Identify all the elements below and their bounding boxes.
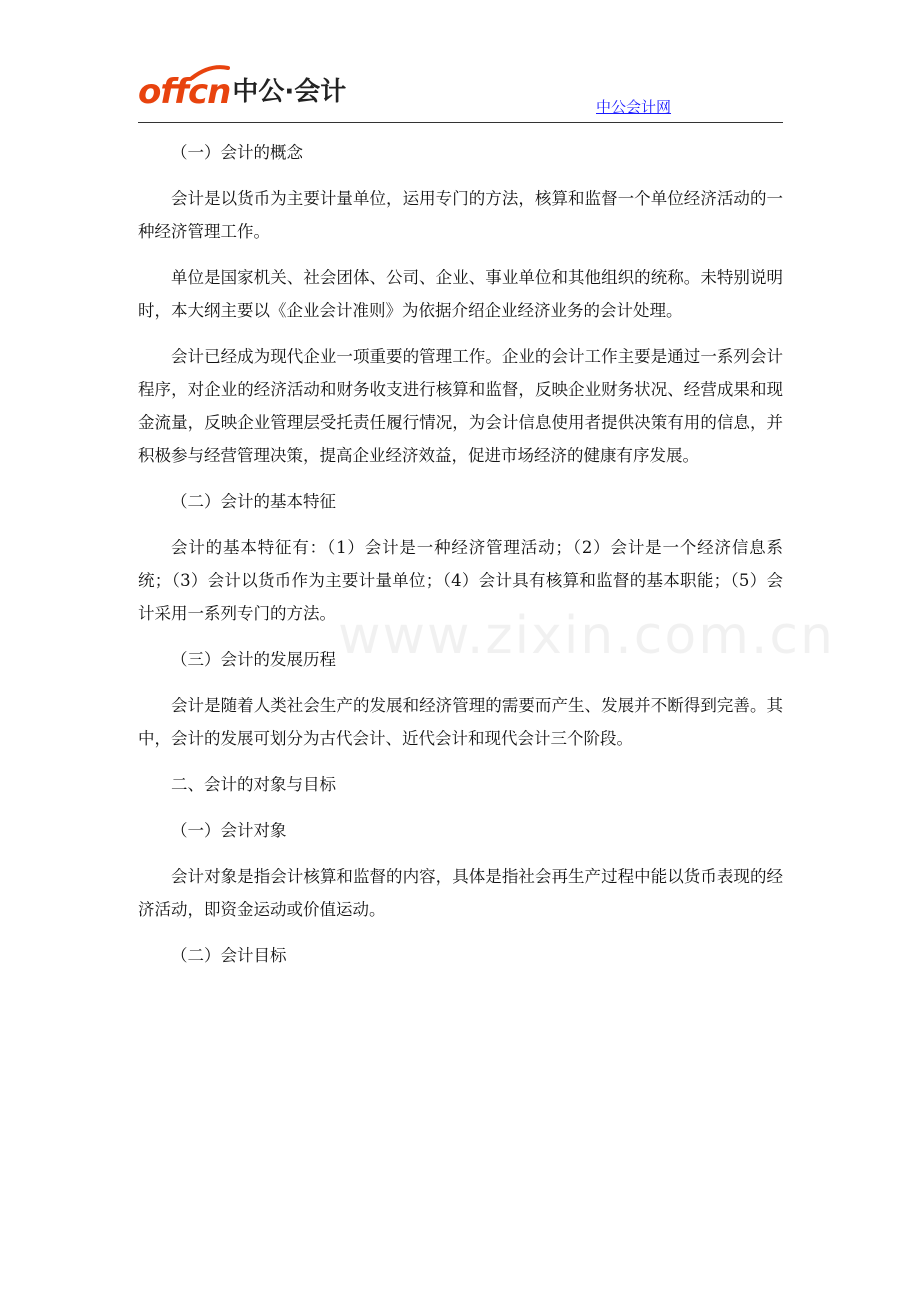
paragraph: 会计是以货币为主要计量单位，运用专门的方法，核算和监督一个单位经济活动的一种经济管理工作。 bbox=[138, 189, 783, 241]
watermark: www.zixin.com.cn bbox=[338, 606, 835, 666]
logo-text-en: offcn bbox=[138, 72, 231, 112]
header-divider bbox=[138, 122, 783, 123]
heading-concept: （一）会计的概念 bbox=[171, 143, 303, 162]
logo-text-cn: 中公·会计 bbox=[232, 77, 347, 107]
heading-features: （二）会计的基本特征 bbox=[171, 492, 336, 511]
paragraph: 会计对象是指会计核算和监督的内容，具体是指社会再生产过程中能以货币表现的经济活动，即资金运动或价值运动。 bbox=[138, 867, 783, 919]
site-link[interactable]: 中公会计网 bbox=[596, 98, 672, 116]
heading-history: （三）会计的发展历程 bbox=[171, 650, 336, 669]
document-body bbox=[138, 136, 783, 985]
heading-section-2: 二、会计的对象与目标 bbox=[171, 775, 336, 794]
paragraph: 会计的基本特征有：（1）会计是一种经济管理活动；（2）会计是一个经济信息系统；（3）会计以货币作为主要计量单位；（4）会计具有核算和监督的基本职能；（5）会计采用一系列专门的方法。 bbox=[138, 538, 783, 623]
offcn-logo bbox=[138, 68, 346, 112]
page-header bbox=[138, 62, 783, 124]
paragraph: 会计是随着人类社会生产的发展和经济管理的需要而产生、发展并不断得到完善。其中，会计的发展可划分为古代会计、近代会计和现代会计三个阶段。 bbox=[138, 696, 783, 748]
heading-object: （一）会计对象 bbox=[171, 821, 287, 840]
paragraph: 单位是国家机关、社会团体、公司、企业、事业单位和其他组织的统称。未特别说明时，本大纲主要以《企业会计准则》为依据介绍企业经济业务的会计处理。 bbox=[138, 268, 783, 320]
heading-goal: （二）会计目标 bbox=[171, 946, 287, 965]
paragraph: 会计已经成为现代企业一项重要的管理工作。企业的会计工作主要是通过一系列会计程序，对企业的经济活动和财务收支进行核算和监督，反映企业财务状况、经营成果和现金流量，反映企业管理层受托责任履行情况，为会计信息使用者提供决策有用的信息，并积极参与经营管理决策，提高企业经济效益，促进市场经济的健康有序发展。 bbox=[138, 347, 783, 465]
logo-swoosh-icon bbox=[190, 64, 230, 80]
